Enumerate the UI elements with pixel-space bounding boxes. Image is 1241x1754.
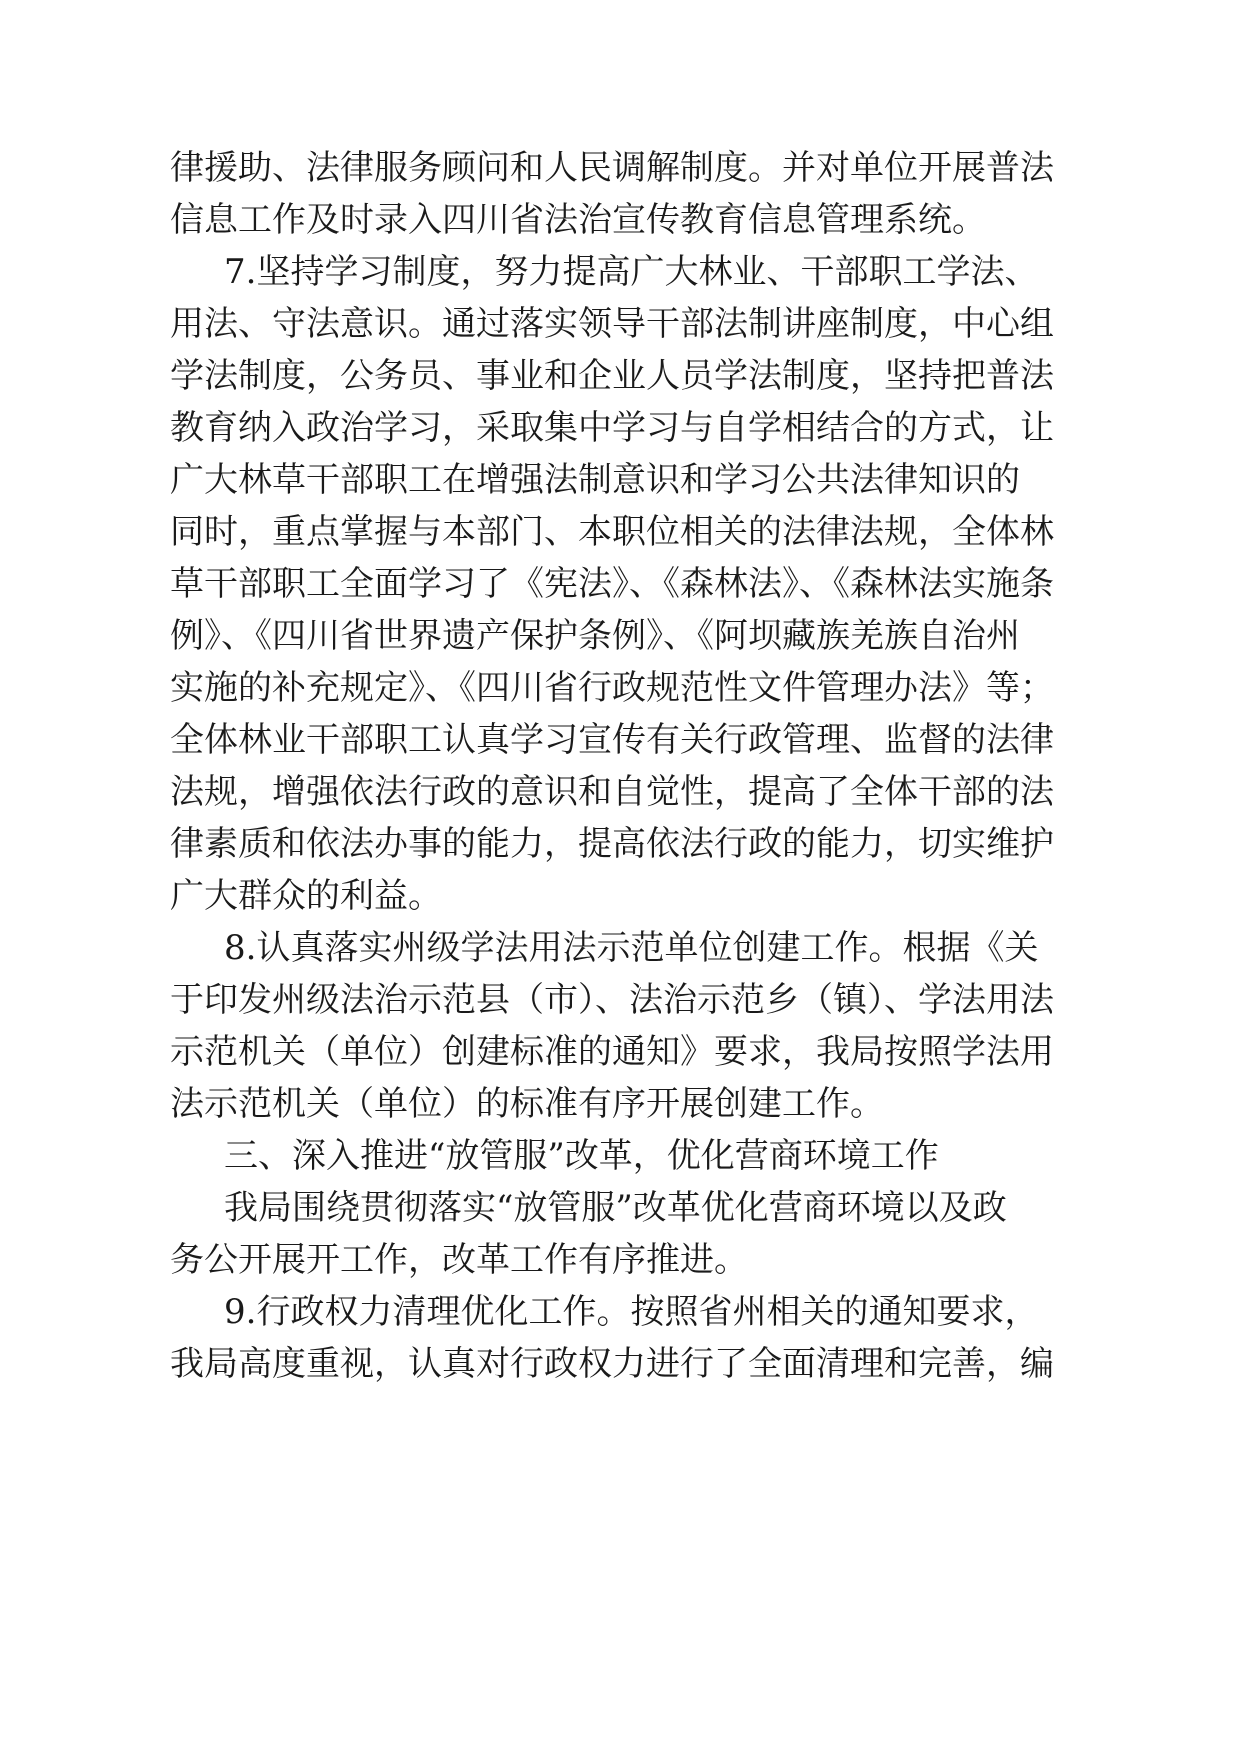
line-text: 广大群众的利益。 [170, 876, 442, 916]
text-line [0, 710, 1241, 770]
text-line [0, 762, 1241, 822]
line-text: 律援助、法律服务顾问和人民调解制度。并对单位开展普法 [170, 148, 1054, 188]
line-text: 律素质和依法办事的能力，提高依法行政的能力，切实维护 [170, 824, 1054, 864]
text-line [0, 970, 1241, 1030]
line-text: 7.坚持学习制度，努力提高广大林业、干部职工学法、 [224, 252, 1039, 292]
text-line [0, 1178, 1241, 1238]
text-line [0, 554, 1241, 614]
text-line [0, 190, 1241, 250]
line-text: 我局高度重视，认真对行政权力进行了全面清理和完善，编 [170, 1344, 1054, 1384]
text-line [0, 242, 1241, 302]
text-line [0, 658, 1241, 718]
text-line [0, 606, 1241, 666]
section-heading [0, 1126, 1241, 1186]
text-line [0, 450, 1241, 510]
section-heading-text: 三、深入推进“放管服”改革，优化营商环境工作 [224, 1136, 939, 1176]
text-line [0, 502, 1241, 562]
text-line [0, 1282, 1241, 1342]
line-text: 用法、守法意识。通过落实领导干部法制讲座制度，中心组 [170, 304, 1054, 344]
text-line [0, 398, 1241, 458]
text-line [0, 346, 1241, 406]
line-text: 法示范机关（单位）的标准有序开展创建工作。 [170, 1084, 884, 1124]
line-text: 全体林业干部职工认真学习宣传有关行政管理、监督的法律 [170, 720, 1054, 760]
text-line [0, 866, 1241, 926]
text-line [0, 814, 1241, 874]
line-text: 教育纳入政治学习，采取集中学习与自学相结合的方式，让 [170, 408, 1054, 448]
line-text: 实施的补充规定》、《四川省行政规范性文件管理办法》等； [170, 668, 1054, 708]
text-line [0, 1022, 1241, 1082]
line-text: 我局围绕贯彻落实“放管服”改革优化营商环境以及政 [224, 1188, 1007, 1228]
text-line [0, 294, 1241, 354]
text-line [0, 1230, 1241, 1290]
line-text: 示范机关（单位）创建标准的通知》要求，我局按照学法用 [170, 1032, 1054, 1072]
line-text: 广大林草干部职工在增强法制意识和学习公共法律知识的 [170, 460, 1020, 500]
text-line [0, 1334, 1241, 1394]
line-text: 草干部职工全面学习了《宪法》、《森林法》、《森林法实施条 [170, 564, 1054, 604]
text-line [0, 1074, 1241, 1134]
line-text: 法规，增强依法行政的意识和自觉性，提高了全体干部的法 [170, 772, 1054, 812]
line-text: 8.认真落实州级学法用法示范单位创建工作。根据《关 [224, 928, 1039, 968]
line-text: 于印发州级法治示范县（市）、法治示范乡（镇）、学法用法 [170, 980, 1054, 1020]
text-line [0, 918, 1241, 978]
line-text: 学法制度，公务员、事业和企业人员学法制度，坚持把普法 [170, 356, 1054, 396]
text-line [0, 138, 1241, 198]
line-text: 务公开展开工作，改革工作有序推进。 [170, 1240, 748, 1280]
line-text: 信息工作及时录入四川省法治宣传教育信息管理系统。 [170, 200, 986, 240]
line-text: 例》、《四川省世界遗产保护条例》、《阿坝藏族羌族自治州 [170, 616, 1020, 656]
line-text: 9.行政权力清理优化工作。按照省州相关的通知要求， [224, 1292, 1039, 1332]
line-text: 同时，重点掌握与本部门、本职位相关的法律法规，全体林 [170, 512, 1054, 552]
